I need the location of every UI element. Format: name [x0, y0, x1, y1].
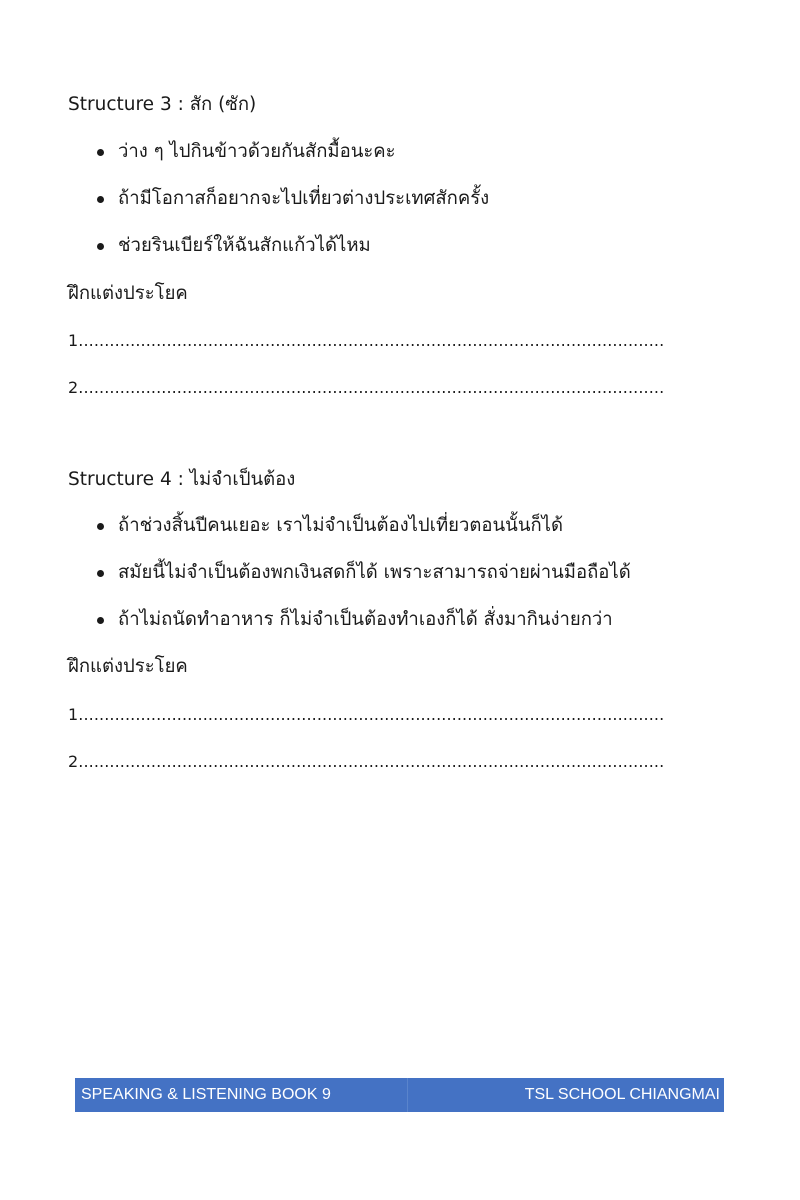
example-text: ถ้ามีโอกาสก็อยากจะไปเที่ยวต่างประเทศสักครั้ง — [118, 188, 490, 209]
example-sentence — [68, 187, 489, 211]
practice-line-2: 2................................................................................................................. — [68, 752, 665, 771]
example-sentence — [68, 514, 563, 538]
example-text: ช่วยรินเบียร์ให้ฉันสักแก้วได้ไหม — [118, 235, 371, 256]
bullet-icon — [97, 243, 104, 250]
footer-school-name: TSL SCHOOL CHIANGMAI — [524, 1086, 720, 1103]
practice-title: ฝึกแต่งประโยค — [68, 656, 188, 677]
bullet-icon — [97, 570, 104, 577]
bullet-icon — [97, 523, 104, 530]
example-text: ว่าง ๆ ไปกินข้าวด้วยกันสักมื้อนะคะ — [118, 141, 396, 162]
structure-4-heading: Structure 4 : ไม่จำเป็นต้อง — [68, 469, 296, 490]
example-text: สมัยนี้ไม่จำเป็นต้องพกเงินสดก็ได้ เพราะสามารถจ่ายผ่านมือถือได้ — [118, 562, 631, 583]
example-sentence — [68, 234, 371, 258]
practice-title: ฝึกแต่งประโยค — [68, 283, 188, 304]
example-sentence — [68, 561, 631, 585]
bullet-icon — [97, 149, 104, 156]
example-text: ถ้าช่วงสิ้นปีคนเยอะ เราไม่จำเป็นต้องไปเที่ยวตอนนั้นก็ได้ — [118, 515, 563, 536]
example-sentence — [68, 608, 613, 632]
practice-line-2: 2................................................................................................................. — [68, 378, 665, 397]
page-footer — [75, 1078, 724, 1112]
footer-book-title: SPEAKING & LISTENING BOOK 9 — [81, 1086, 331, 1103]
practice-line-1: 1................................................................................................................. — [68, 705, 665, 724]
practice-line-1: 1................................................................................................................. — [68, 331, 665, 350]
example-sentence — [68, 140, 396, 164]
example-text: ถ้าไม่ถนัดทำอาหาร ก็ไม่จำเป็นต้องทำเองก็ได้ สั่งมากินง่ายกว่า — [118, 609, 613, 630]
bullet-icon — [97, 196, 104, 203]
footer-divider — [407, 1078, 408, 1112]
structure-3-heading: Structure 3 : สัก (ซัก) — [68, 94, 257, 115]
bullet-icon — [97, 617, 104, 624]
